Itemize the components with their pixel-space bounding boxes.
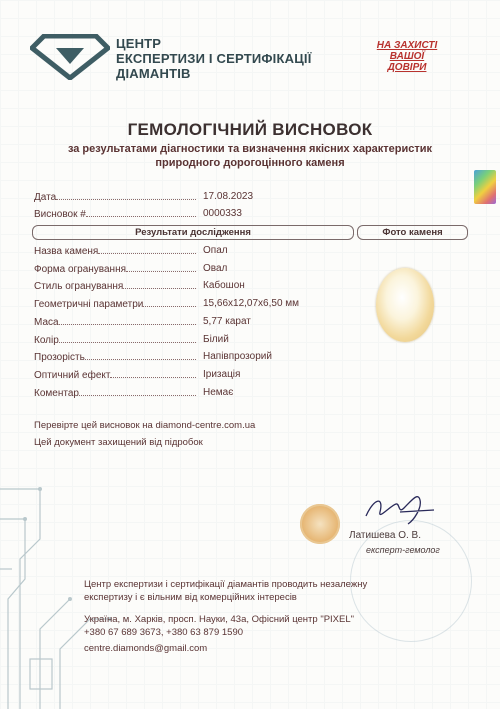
- result-label: Прозорість: [34, 352, 85, 363]
- verify-link[interactable]: diamond-centre.com.ua: [155, 420, 256, 431]
- number-row: Висновок #: [34, 208, 196, 220]
- leader-dots: [126, 263, 196, 272]
- document-title: ГЕМОЛОГІЧНИЙ ВИСНОВОК: [127, 120, 373, 139]
- result-row: [34, 387, 196, 399]
- leader-dots: [85, 351, 196, 360]
- footer-contacts: [84, 613, 354, 655]
- signatory-name: Латишева О. В.: [349, 530, 421, 541]
- result-value: Немає: [203, 387, 234, 398]
- result-row: [34, 245, 196, 257]
- result-label: Колір: [34, 335, 59, 346]
- result-row: [34, 316, 196, 328]
- leader-dots: [79, 387, 196, 396]
- phones: +380 67 689 3673, +380 63 879 1590: [84, 627, 244, 638]
- result-row: [34, 263, 196, 275]
- result-row: [34, 298, 196, 310]
- result-row: [34, 334, 196, 346]
- gold-seal: [300, 504, 340, 544]
- result-value: 15,66x12,07x6,50 мм: [203, 298, 300, 309]
- result-label: Коментар: [34, 388, 79, 399]
- result-row: [34, 280, 196, 292]
- diamond-logo: [30, 34, 110, 80]
- result-label: Оптичний ефект: [34, 370, 111, 381]
- verify-note: Перевірте цей висновок на diamond-centre.com.ua: [34, 420, 256, 431]
- signature: [360, 486, 440, 528]
- result-value: Білий: [203, 334, 229, 345]
- leader-dots: [143, 298, 196, 307]
- result-value: Кабошон: [203, 280, 245, 291]
- date-row: Дата: [34, 191, 196, 203]
- photo-header: Фото каменя: [357, 225, 468, 240]
- leader-dots: [110, 369, 196, 378]
- organization-name: ЦЕНТР ЕКСПЕРТИЗИ І СЕРТИФІКАЦІЇ ДІАМАНТІВ: [116, 36, 312, 81]
- result-label: Маса: [34, 317, 59, 328]
- address: Україна, м. Харків, просп. Науки, 43а, Офісний центр "PIXEL": [84, 614, 355, 625]
- results-header: Результати дослідження: [32, 225, 354, 240]
- result-value: Іризація: [203, 369, 241, 380]
- result-row: [34, 369, 196, 381]
- result-value: Опал: [203, 245, 228, 256]
- hologram-sticker: [474, 170, 496, 204]
- leader-dots: [59, 316, 196, 325]
- leader-dots: [59, 334, 196, 343]
- result-label: Стиль огранування: [34, 281, 124, 292]
- result-label: Форма огранування: [34, 264, 127, 275]
- document-subtitle: за результатами діагностики та визначення якісних характеристик природного дорогоцінного каменя: [67, 143, 433, 169]
- number-value: 0000333: [203, 208, 242, 219]
- result-value: Напівпрозорий: [203, 351, 272, 362]
- result-label: Геометричні параметри: [34, 299, 144, 310]
- result-value: 5,77 карат: [203, 316, 251, 327]
- date-value: 17.08.2023: [203, 191, 254, 202]
- protection-note: Цей документ захищений від підробок: [34, 437, 203, 448]
- slogan: НА ЗАХИСТІ ВАШОЇ ДОВІРИ: [376, 40, 438, 73]
- stone-photo: [376, 268, 434, 342]
- result-value: Овал: [203, 263, 228, 274]
- signatory-role: експерт-гемолог: [366, 545, 440, 555]
- leader-dots: [123, 280, 196, 289]
- result-label: Назва каменя: [34, 246, 99, 257]
- result-row: [34, 351, 196, 363]
- footer-statement: Центр експертизи і сертифікації діамантів проводить незалежну експертизу і є вільним від комерційних інтересів: [84, 579, 368, 603]
- email[interactable]: centre.diamonds@gmail.com: [84, 643, 208, 654]
- leader-dots: [98, 245, 196, 254]
